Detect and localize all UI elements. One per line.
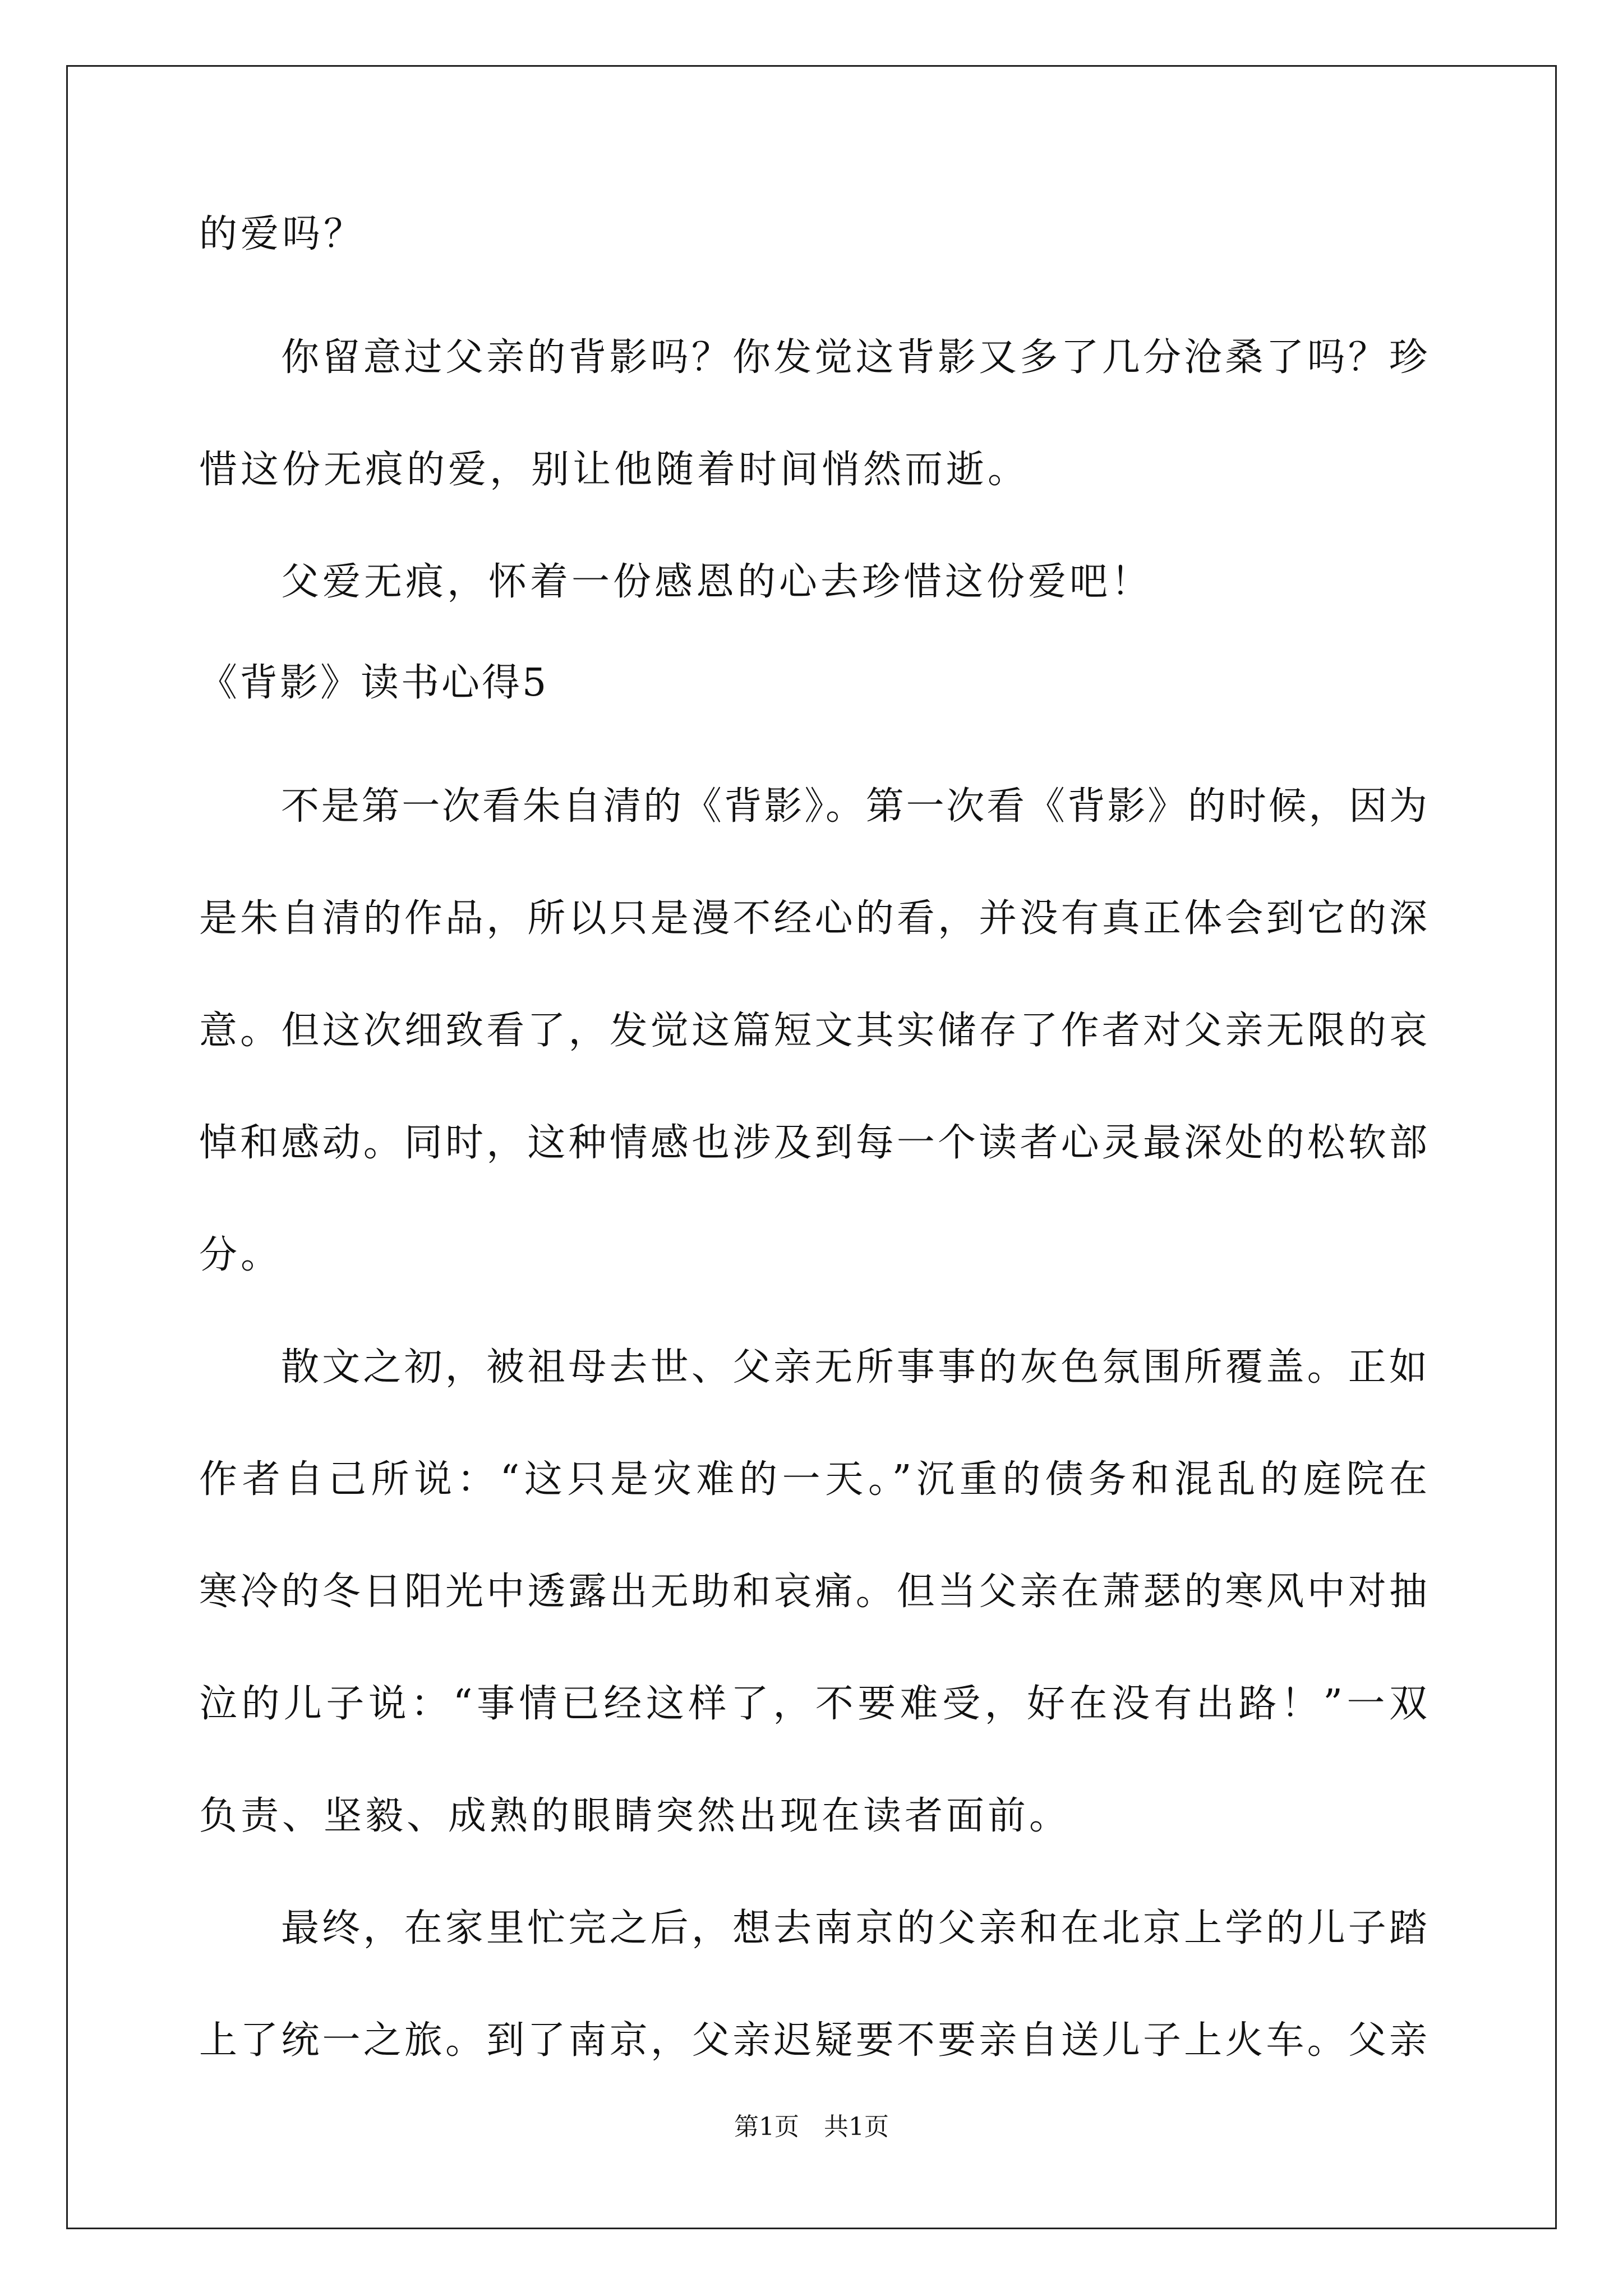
section-heading: 《背影》读书心得5 — [199, 661, 549, 705]
page-number-footer: 第1页 共1页 — [734, 2113, 889, 2141]
paragraph-first-line: 父爱无痕，怀着一份感恩的心去珍惜这份爱吧！ — [281, 560, 1153, 604]
paragraph-first-line: 最终，在家里忙完之后，想去南京的父亲和在北京上学的儿子踏 — [281, 1906, 1427, 1950]
text-line: 是朱自清的作品，所以只是漫不经心的看，并没有真正体会到它的深 — [199, 896, 1427, 941]
text-line: 悼和感动。同时，这种情感也涉及到每一个读者心灵最深处的松软部 — [199, 1121, 1427, 1165]
text-line: 上了统一之旅。到了南京，父亲迟疑要不要亲自送儿子上火车。父亲 — [199, 2018, 1427, 2063]
text-line: 惜这份无痕的爱，别让他随着时间悄然而逝。 — [199, 448, 1030, 492]
text-line: 的爱吗？ — [199, 212, 366, 256]
paragraph-first-line: 不是第一次看朱自清的《背影》。第一次看《背影》的时候，因为 — [281, 784, 1427, 829]
text-line: 负责、坚毅、成熟的眼睛突然出现在读者面前。 — [199, 1794, 1071, 1838]
text-line: 意。但这次细致看了，发觉这篇短文其实储存了作者对父亲无限的哀 — [199, 1009, 1427, 1053]
text-line: 寒冷的冬日阳光中透露出无助和哀痛。但当父亲在萧瑟的寒风中对抽 — [199, 1570, 1427, 1614]
text-line: 作者自己所说：“这只是灾难的一天。”沉重的债务和混乱的庭院在 — [199, 1457, 1427, 1502]
paragraph-first-line: 散文之初，被祖母去世、父亲无所事事的灰色氛围所覆盖。正如 — [281, 1345, 1427, 1389]
paragraph-first-line: 你留意过父亲的背影吗？你发觉这背影又多了几分沧桑了吗？珍 — [281, 335, 1427, 380]
text-line: 泣的儿子说：“事情已经这样了，不要难受，好在没有出路！”一双 — [199, 1682, 1427, 1726]
text-line: 分。 — [199, 1233, 283, 1277]
